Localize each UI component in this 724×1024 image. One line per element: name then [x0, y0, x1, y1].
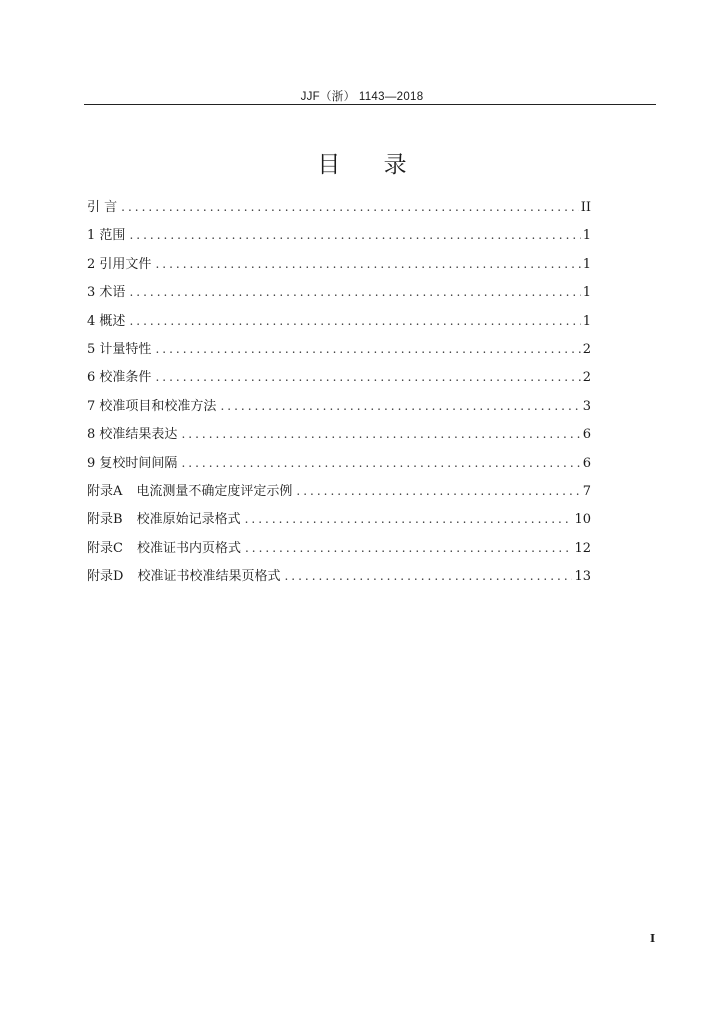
toc-entry-page: 1: [582, 313, 591, 329]
toc-entry-label: 2 引用文件: [87, 256, 152, 272]
toc-entry-label: 6 校准条件: [87, 370, 152, 386]
toc-dot-leader: [129, 285, 580, 299]
toc-entry-page: 2: [582, 341, 591, 357]
toc-entry-label: 1 范围: [87, 228, 126, 244]
toc-entry-preface[interactable]: [87, 196, 591, 224]
toc-dot-leader: [284, 569, 572, 583]
toc-entry-label: 附录A 电流测量不确定度评定示例: [87, 483, 293, 499]
toc-entry-page: 10: [574, 512, 591, 528]
toc-entry-overview[interactable]: [87, 310, 591, 338]
toc-dot-leader: [129, 228, 580, 242]
toc-dot-leader: [296, 484, 580, 498]
toc-dot-leader: [181, 456, 580, 470]
toc-entry-page: 2: [582, 370, 591, 386]
page-number: I: [650, 932, 656, 945]
toc-entry-label: 7 校准项目和校准方法: [87, 398, 217, 414]
table-of-contents: [87, 196, 591, 593]
toc-entry-label: 8 校准结果表达: [87, 427, 178, 443]
toc-entry-label: 附录C 校准证书内页格式: [87, 540, 241, 556]
toc-entry-label: 引 言: [87, 200, 118, 215]
toc-entry-appendix-b[interactable]: [87, 508, 591, 536]
toc-entry-recalibration-interval[interactable]: [87, 452, 591, 480]
toc-entry-page: 6: [582, 455, 591, 471]
toc-entry-label: 4 概述: [87, 313, 126, 329]
toc-dot-leader: [245, 512, 573, 526]
toc-entry-result-expression[interactable]: [87, 423, 591, 451]
document-code-header: JJF（浙） 1143—2018: [300, 91, 424, 103]
toc-entry-label: 9 复校时间间隔: [87, 455, 178, 471]
toc-entry-page: 1: [582, 285, 591, 301]
toc-dot-leader: [129, 314, 580, 328]
toc-entry-page: 7: [582, 483, 591, 499]
toc-entry-metrological-characteristics[interactable]: [87, 338, 591, 366]
toc-entry-page: 3: [582, 398, 591, 414]
toc-entry-label: 3 术语: [87, 285, 126, 301]
toc-entry-references[interactable]: [87, 253, 591, 281]
toc-dot-leader: [155, 342, 580, 356]
toc-entry-label: 附录D 校准证书校准结果页格式: [87, 569, 281, 585]
toc-entry-scope[interactable]: [87, 224, 591, 252]
page-title: 目 录: [317, 152, 425, 178]
toc-dot-leader: [181, 427, 580, 441]
toc-dot-leader: [121, 200, 579, 214]
toc-entry-label: 附录B 校准原始记录格式: [87, 512, 241, 528]
toc-entry-page: 13: [574, 569, 591, 585]
toc-entry-appendix-a[interactable]: [87, 480, 591, 508]
toc-dot-leader: [245, 541, 572, 555]
toc-entry-page: 12: [574, 540, 591, 556]
toc-entry-appendix-c[interactable]: [87, 537, 591, 565]
toc-entry-page: 6: [582, 427, 591, 443]
toc-entry-label: 5 计量特性: [87, 341, 152, 357]
toc-entry-calibration-conditions[interactable]: [87, 366, 591, 394]
toc-dot-leader: [220, 399, 580, 413]
toc-entry-appendix-d[interactable]: [87, 565, 591, 593]
toc-entry-terms[interactable]: [87, 281, 591, 309]
toc-entry-page: 1: [582, 256, 591, 272]
toc-dot-leader: [155, 257, 580, 271]
toc-entry-page: 1: [582, 228, 591, 244]
toc-entry-calibration-items-methods[interactable]: [87, 395, 591, 423]
header-divider: [84, 104, 656, 105]
toc-dot-leader: [155, 370, 580, 384]
toc-entry-page: II: [580, 200, 591, 215]
